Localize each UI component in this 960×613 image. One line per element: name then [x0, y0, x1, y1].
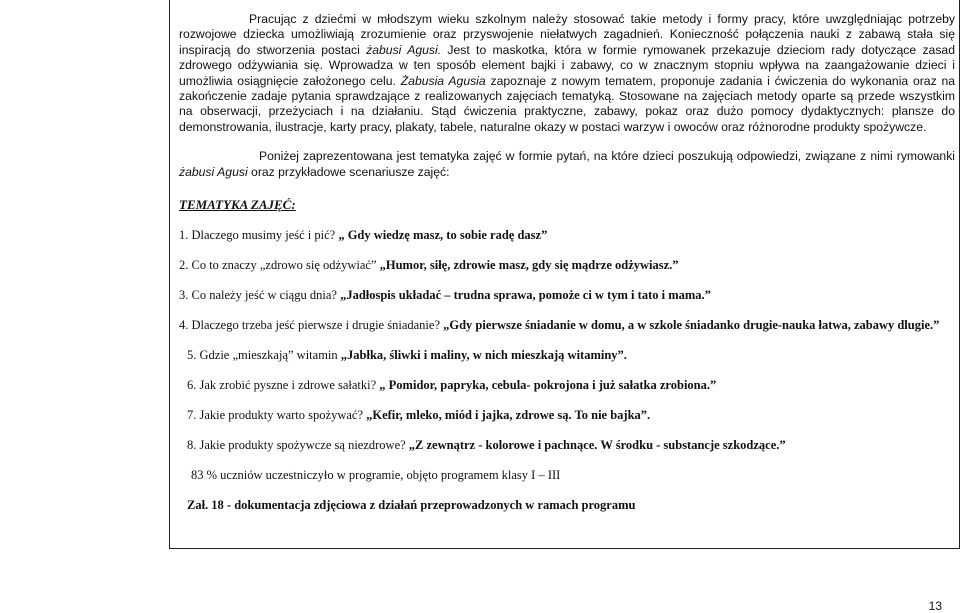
attachment-note: Zał. 18 - dokumentacja zdjęciowa z działań przeprowadzonych w ramach programu: [187, 498, 636, 513]
rhyme-answer: „Jabłka, śliwki i maliny, w nich mieszkają witaminy”.: [340, 348, 627, 363]
question-item: [179, 288, 955, 303]
question-item: [179, 228, 955, 243]
question-item: [179, 318, 955, 333]
rhyme-answer: „ Pomidor, papryka, cebula- pokrojona i już sałatka zrobiona.”: [379, 378, 717, 393]
question-text: 6. Jak zrobić pyszne i zdrowe sałatki?: [187, 378, 377, 393]
rhyme-answer: „Z zewnątrz - kolorowe i pachnące. W środku - substancje szkodzące.”: [408, 438, 786, 453]
rhyme-answer: „Humor, siłę, zdrowie masz, gdy się mądrze odżywiasz.”: [379, 258, 679, 273]
question-item: [179, 408, 955, 423]
intro-text-mid: Jest to maskotka, która w formie rymowanek przekazuje dzieciom rady dotyczące zasad zdrowego odżywiania się. Wprowadza w ten sposób element bajki i zabawy, co w znacznym stopniu wpływa na zaangażowanie dzieci i umożliwia osiągnięcie założonego celu.: [179, 42, 955, 88]
page-content: [179, 12, 955, 513]
mascot-name: żabusi Agusi.: [366, 42, 442, 57]
topics-mascot-name: żabusi Agusi: [179, 164, 248, 179]
rhyme-answer: „Jadłospis układać – trudna sprawa, pomoże ci w tym i tato i mama.”: [340, 288, 711, 303]
page-number: 13: [928, 599, 942, 613]
intro-text-lead: Pracując z dziećmi w młodszym wieku szkolnym należy stosować takie metody i formy pracy, które uwzględniając potrzeby rozwojowe dziecka umożliwiają zrozumienie oraz przyswojenie niełatwych zagadnień. Konieczność połączenia nauki z zabawą stała się inspiracją do stworzenia postaci: [179, 12, 955, 57]
participation-stat: 83 % uczniów uczestniczyło w programie, objęto programem klasy I – III: [191, 468, 561, 483]
topics-heading: TEMATYKA ZAJĘĆ:: [179, 197, 296, 213]
question-text: 7. Jakie produkty warto spożywać?: [187, 408, 363, 423]
question-text: 5. Gdzie „mieszkają” witamin: [187, 348, 338, 363]
question-text: 8. Jakie produkty spożywcze są niezdrowe?: [187, 438, 406, 453]
question-item: [179, 378, 955, 393]
intro-paragraph: [179, 12, 955, 135]
rhyme-answer: „Kefir, mleko, miód i jajka, zdrowe są. To nie bajka”.: [366, 408, 651, 423]
question-text: 4. Dlaczego trzeba jeść pierwsze i drugie śniadanie?: [179, 318, 440, 333]
question-item: [179, 438, 955, 453]
rhyme-answer: „Gdy pierwsze śniadanie w domu, a w szkole śniadanko drugie-nauka łatwa, zabawy dlugie.”: [443, 318, 940, 333]
intro-text-tail: zapoznaje z nowym tematem, proponuje zadania i ćwiczenia do wykonania oraz na zakończenie zadaje pytania sprawdzające z realizowanych zajęciach tematyką. Stosowane na zajęciach metody oparte są przede wszystkim na obserwacji, przeżyciach i na działaniu. Stąd ćwiczenia praktyczne, zabawy, pokaz oraz dużo pomocy dydaktycznych: plansze do demonstrowania, ilustracje, karty pracy, plakaty, tabele, naturalne okazy w postaci warzyw i owoców oraz różnorodne produkty spożywcze.: [179, 73, 956, 134]
question-item: [179, 258, 955, 273]
mascot-name-2: Żabusia Agusia: [400, 73, 486, 88]
rhyme-answer: „ Gdy wiedzę masz, to sobie radę dasz”: [338, 228, 548, 243]
question-item: [179, 348, 955, 363]
topics-intro-paragraph: [179, 149, 955, 180]
topics-intro-lead: Poniżej zaprezentowana jest tematyka zajęć w formie pytań, na które dzieci poszukują odpowiedzi, związane z nimi rymowanki: [259, 149, 955, 164]
question-text: 3. Co należy jeść w ciągu dnia?: [179, 288, 337, 303]
question-text: 1. Dlaczego musimy jeść i pić?: [179, 228, 336, 243]
question-text: 2. Co to znaczy „zdrowo się odżywiać”: [179, 258, 377, 273]
topics-intro-tail: oraz przykładowe scenariusze zajęć:: [251, 164, 450, 179]
question-list: [179, 228, 955, 453]
